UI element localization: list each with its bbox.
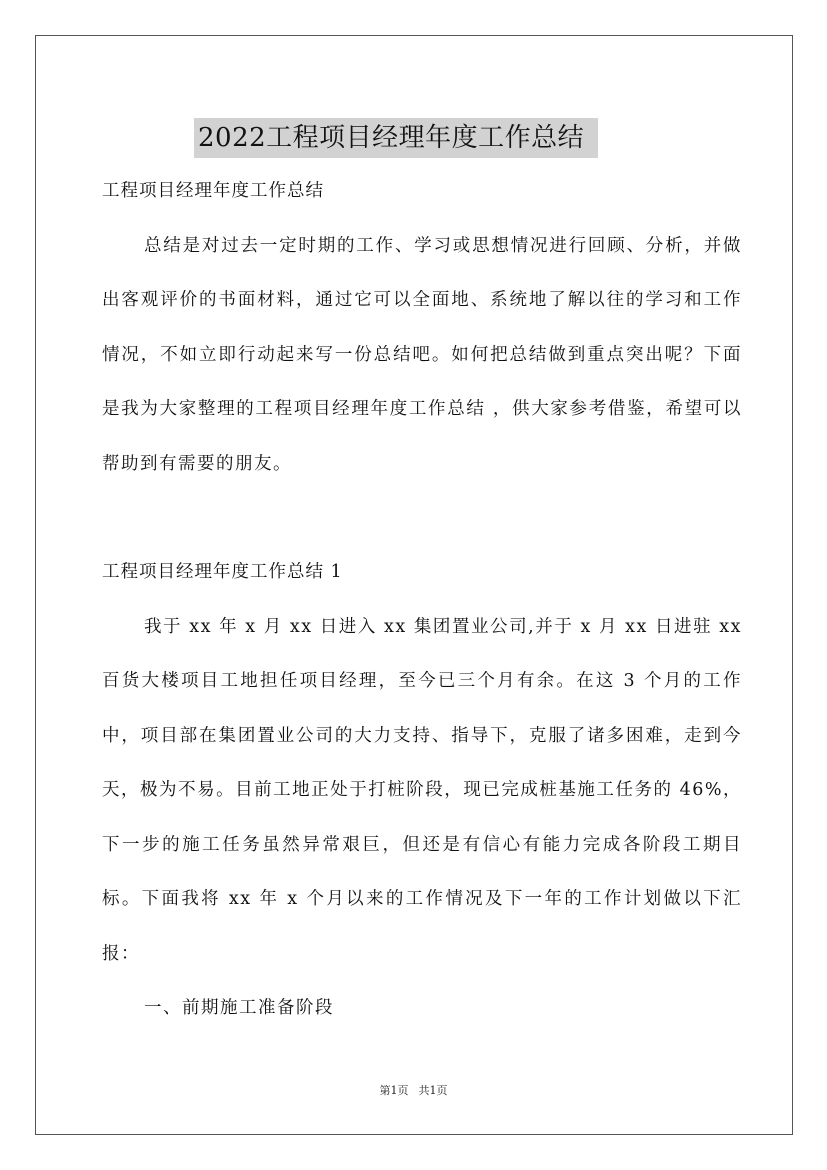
document-heading: 工程项目经理年度工作总结 — [102, 181, 324, 201]
section-heading: 工程项目经理年度工作总结 1 — [102, 562, 343, 582]
section-spacer — [102, 491, 742, 545]
intro-paragraph: 总结是对过去一定时期的工作、学习或思想情况进行回顾、分析，并做出客观评价的书面材料，通过它可以全面地、系统地了解以往的学习和工作情况，不如立即行动起来写一份总结吧。如何把总结做到重点突出呢？下面是我为大家整理的工程项目经理年度工作总结 ，供大家参考借鉴，希望可以帮助到有需要的朋友。 — [102, 235, 742, 474]
subsection-heading: 一、前期施工准备阶段 — [144, 998, 334, 1018]
page-total: 共1页 — [418, 1084, 448, 1097]
page-number: 第1页 — [379, 1084, 409, 1097]
body-paragraph: 我于 xx 年 x 月 xx 日进入 xx 集团置业公司,并于 x 月 xx 日进驻 xx 百货大楼项目工地担任项目经理，至今已三个月有余。在这 3 个月的工作中，项目部在集团置业公司的大力支持、指导下，克服了诸多困难，走到今天，极为不易。目前工地正处于打桩阶段，现已完成桩基施工任务的 46%，下一步的施工任务虽然异常艰巨，但还是有信心有能力完成各阶段工期目标。下面我将 xx 年 x 个月以来的工作情况及下一年的工作计划做以下汇报： — [102, 616, 742, 964]
document-body — [102, 164, 742, 1036]
document-title: 2022工程项目经理年度工作总结 — [194, 118, 598, 158]
page-footer — [0, 1083, 827, 1099]
